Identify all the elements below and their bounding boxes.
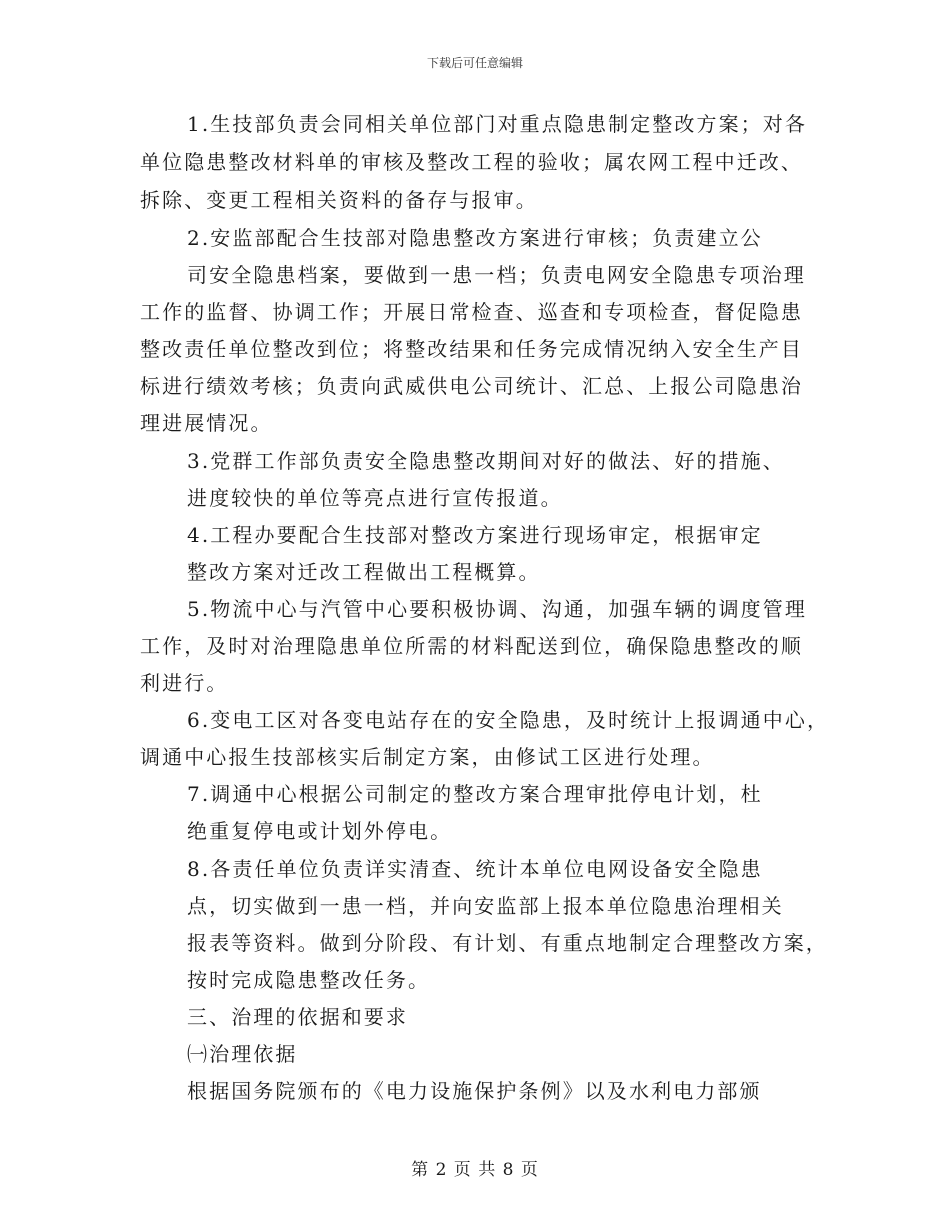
subsection-heading: ㈠治理依据 bbox=[187, 1042, 298, 1066]
text-line: 2.安监部配合生技部对隐患整改方案进行审核；负责建立公 bbox=[187, 226, 763, 250]
text-line: 报表等资料。做到分阶段、有计划、有重点地制定合理整改方案， bbox=[187, 931, 828, 955]
text-line: 7.调通中心根据公司制定的整改方案合理审批停电计划，杜 bbox=[187, 782, 763, 806]
text-line: 6.变电工区对各变电站存在的安全隐患，及时统计上报调通中心， bbox=[187, 708, 830, 732]
text-line: 整改责任单位整改到位；将整改结果和任务完成情况纳入安全生产目 bbox=[140, 337, 803, 361]
text-line: 单位隐患整改材料单的审核及整改工程的验收；属农网工程中迁改、 bbox=[140, 150, 803, 174]
text-line: 司安全隐患档案，要做到一患一档；负责电网安全隐患专项治理 bbox=[187, 263, 806, 287]
text-line: 按时完成隐患整改任务。 bbox=[187, 968, 431, 992]
text-line: 进度较快的单位等亮点进行宣传报道。 bbox=[187, 486, 563, 510]
text-line: 工作，及时对治理隐患单位所需的材料配送到位，确保隐患整改的顺 bbox=[140, 634, 803, 658]
text-line: 8.各责任单位负责详实清查、统计本单位电网设备安全隐患 bbox=[187, 857, 763, 881]
text-line: 点，切实做到一患一档，并向安监部上报本单位隐患治理相关 bbox=[187, 894, 784, 918]
text-line: 理进展情况。 bbox=[140, 411, 273, 435]
text-line: 利进行。 bbox=[140, 671, 229, 695]
page-header: 下载后可任意编辑 bbox=[426, 56, 523, 70]
page-number-footer: 第 2 页 共 8 页 bbox=[411, 1160, 539, 1180]
text-line: 根据国务院颁布的《电力设施保护条例》以及水利电力部颁 bbox=[187, 1079, 762, 1103]
text-line: 整改方案对迁改工程做出工程概算。 bbox=[187, 560, 541, 584]
text-line: 1.生技部负责会同相关单位部门对重点隐患制定整改方案；对各 bbox=[187, 112, 807, 136]
text-line: 3.党群工作部负责安全隐患整改期间对好的做法、好的措施、 bbox=[187, 449, 785, 473]
text-line: 拆除、变更工程相关资料的备存与报审。 bbox=[140, 188, 538, 212]
text-line: 工作的监督、协调工作；开展日常检查、巡查和专项检查，督促隐患 bbox=[140, 300, 803, 324]
text-line: 调通中心报生技部核实后制定方案，由修试工区进行处理。 bbox=[140, 745, 715, 769]
section-heading: 三、治理的依据和要求 bbox=[187, 1005, 408, 1029]
text-line: 4.工程办要配合生技部对整改方案进行现场审定，根据审定 bbox=[187, 523, 763, 547]
text-line: 标进行绩效考核；负责向武威供电公司统计、汇总、上报公司隐患治 bbox=[140, 374, 803, 398]
text-line: 5.物流中心与汽管中心要积极协调、沟通，加强车辆的调度管理 bbox=[187, 597, 807, 621]
text-line: 绝重复停电或计划外停电。 bbox=[187, 819, 453, 843]
